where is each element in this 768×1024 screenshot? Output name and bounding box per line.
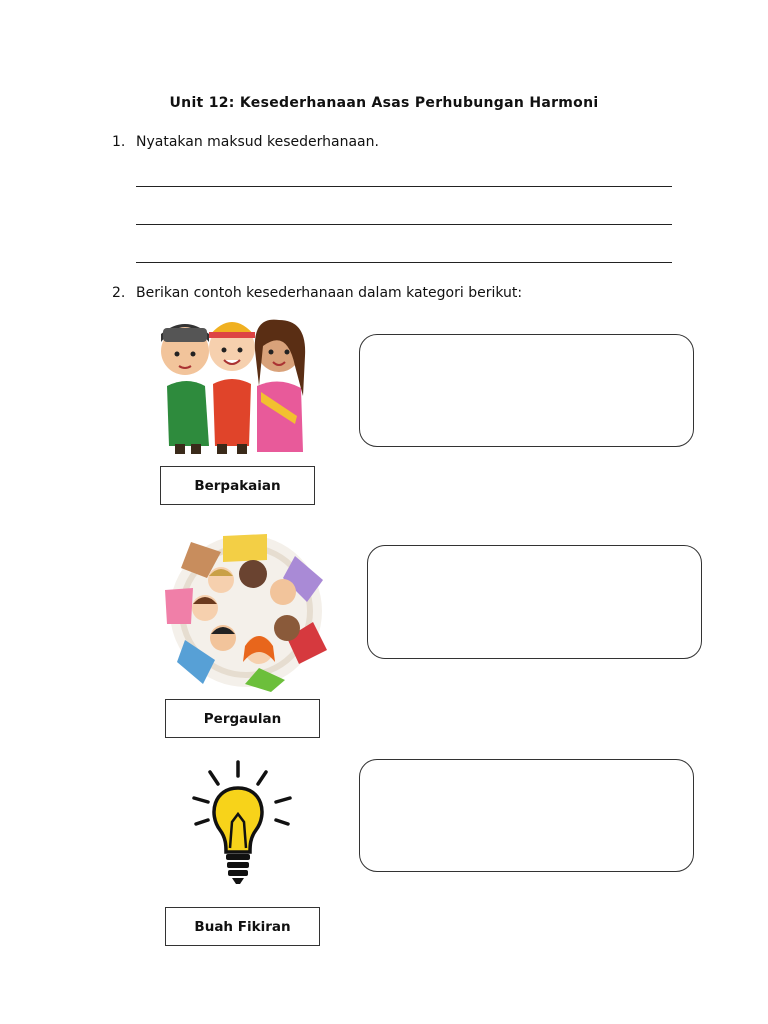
question-1 xyxy=(112,134,379,150)
answer-box-berpakaian[interactable] xyxy=(359,334,694,447)
question-1-text: Nyatakan maksud kesederhanaan. xyxy=(136,134,379,150)
category-label-pergaulan: Pergaulan xyxy=(165,699,320,738)
question-2 xyxy=(112,285,522,301)
lightbulb-icon xyxy=(190,758,294,888)
question-1-number: 1. xyxy=(112,134,126,150)
children-circle-icon xyxy=(163,530,329,692)
question-2-number: 2. xyxy=(112,285,126,301)
category-label-berpakaian: Berpakaian xyxy=(160,466,315,505)
answer-box-buah-fikiran[interactable] xyxy=(359,759,694,872)
category-label-buah-fikiran: Buah Fikiran xyxy=(165,907,320,946)
answer-line-2[interactable] xyxy=(136,224,672,225)
answer-box-pergaulan[interactable] xyxy=(367,545,702,659)
question-2-text: Berikan contoh kesederhanaan dalam kategori berikut: xyxy=(136,285,523,301)
children-traditional-clothes-icon xyxy=(157,306,307,458)
answer-line-1[interactable] xyxy=(136,186,672,187)
answer-line-3[interactable] xyxy=(136,262,672,263)
worksheet-title: Unit 12: Kesederhanaan Asas Perhubungan Harmoni xyxy=(169,95,599,111)
